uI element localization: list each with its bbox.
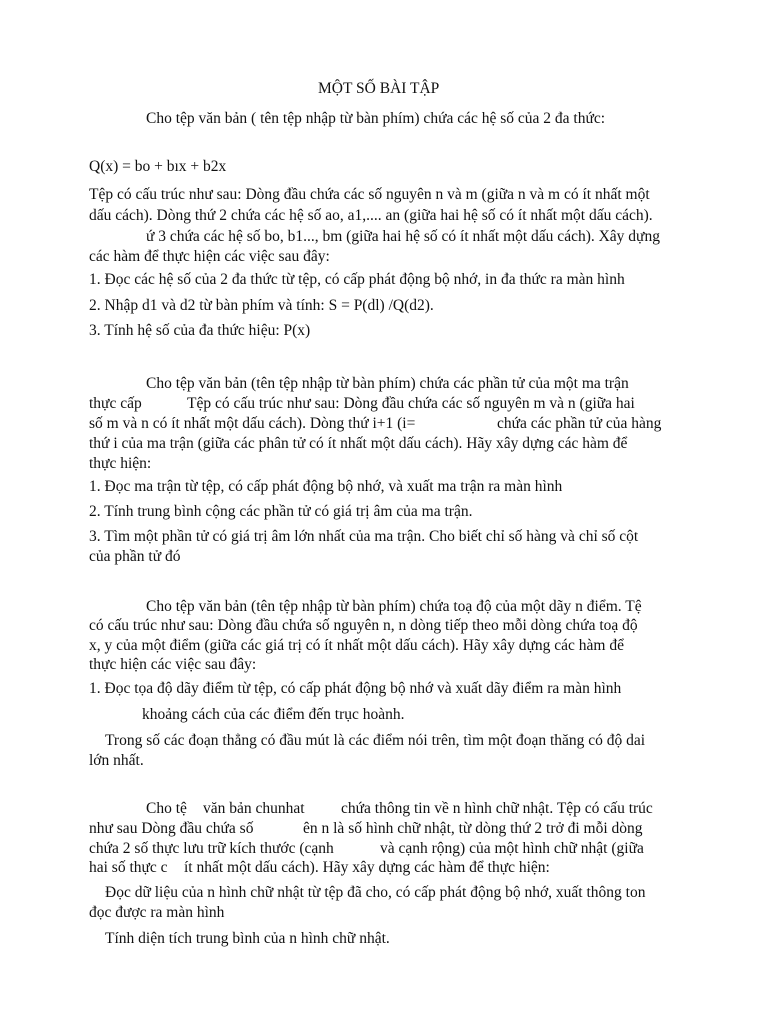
ex1-formula: Q(x) = bo + bıx + b2x <box>89 158 227 175</box>
ex3-task-3: Trong số các đoạn thẳng có đầu mút là các điểm nói trên, tìm một đoạn thăng có độ dai <box>105 732 646 749</box>
ex1-desc-line: Tệp có cấu trúc như sau: Dòng đầu chứa các số nguyên n và m (giữa n và m có ít nhất một <box>89 186 650 203</box>
ex4-task-1: Đọc dữ liệu của n hình chữ nhật từ tệp đã cho, có cấp phát động bộ nhớ, xuất thông ton <box>105 884 646 901</box>
ex4-desc-line-part: Cho tệ <box>146 800 187 817</box>
document-title: MỘT SỐ BÀI TẬP <box>318 80 440 97</box>
ex1-desc-line: ứ 3 chứa các hệ số bo, b1..., bm (giữa hai hệ số có ít nhất một dấu cách). Xây dựng <box>146 228 660 245</box>
ex1-desc-line: dấu cách). Dòng thứ 2 chứa các hệ số ao, a1,.... an (giữa hai hệ số có ít nhất một dấu cách). <box>89 207 653 224</box>
ex4-desc-line-part: như sau Dòng đầu chứa số <box>89 820 254 837</box>
ex2-task-1: 1. Đọc ma trận từ tệp, có cấp phát động bộ nhớ, và xuất ma trận ra màn hình <box>89 478 563 495</box>
ex3-task-1: 1. Đọc tọa độ dãy điểm từ tệp, có cấp phát động bộ nhớ và xuất dãy điểm ra màn hình <box>89 680 622 697</box>
ex1-task-2: 2. Nhập d1 và d2 từ bàn phím và tính: S = P(dl) /Q(d2). <box>89 297 434 314</box>
ex4-task-1-cont: đọc được ra màn hình <box>89 904 225 921</box>
ex2-desc-line-part: số m và n có ít nhất một dấu cách). Dòng thứ i+1 (i= <box>89 415 416 432</box>
ex3-desc-line: Cho tệp văn bản (tên tệp nhập từ bàn phím) chứa toạ độ của một dãy n điểm. Tệ <box>146 598 642 615</box>
ex2-task-3: 3. Tìm một phần tử có giá trị âm lớn nhất của ma trận. Cho biết chỉ số hàng và chỉ số cột <box>89 528 639 545</box>
ex1-desc-line: các hàm để thực hiện các việc sau đây: <box>89 248 330 265</box>
ex2-task-2: 2. Tính trung bình cộng các phần tử có giá trị âm của ma trận. <box>89 503 473 520</box>
ex4-task-2: Tính diện tích trung bình của n hình chữ nhật. <box>105 930 390 947</box>
ex4-desc-line-part: văn bản chunhat <box>203 800 305 817</box>
ex3-desc-line: có cấu trúc như sau: Dòng đầu chứa số nguyên n, n dòng tiếp theo mỗi dòng chứa toạ độ <box>89 617 638 634</box>
ex2-desc-line-part: chứa các phần tử của hàng <box>497 415 662 432</box>
ex4-desc-line-part: ên n là số hình chữ nhật, từ dòng thứ 2 trở đi mỗi dòng <box>303 820 643 837</box>
ex1-task-1: 1. Đọc các hệ số của 2 đa thức từ tệp, có cấp phát động bộ nhớ, in đa thức ra màn hình <box>89 271 625 288</box>
ex2-desc-line: thứ i của ma trận (giữa các phân tử có ít nhất một dấu cách). Hãy xây dựng các hàm để <box>89 435 628 452</box>
ex2-desc-line-part: Tệp có cấu trúc như sau: Dòng đầu chứa các số nguyên m và n (giữa hai <box>187 395 635 412</box>
ex3-task-3-cont: lớn nhất. <box>89 752 144 769</box>
ex1-task-3: 3. Tính hệ số của đa thức hiệu: P(x) <box>89 322 311 339</box>
ex4-desc-line-part: và cạnh rộng) của một hình chữ nhật (giữa <box>380 840 644 857</box>
ex4-desc-line-part: chứa thông tin về n hình chữ nhật. Tệp có cấu trúc <box>341 800 653 817</box>
ex4-desc-line-part: hai số thực c <box>89 859 168 876</box>
ex3-task-2: khoảng cách của các điểm đến trục hoành. <box>142 706 405 723</box>
ex2-desc-line-part: thực cấp <box>89 395 142 412</box>
ex4-desc-line-part: ít nhất một dấu cách). Hãy xây dựng các hàm để thực hiện: <box>184 859 550 876</box>
ex1-intro: Cho tệp văn bản ( tên tệp nhập từ bàn phím) chứa các hệ số của 2 đa thức: <box>146 110 606 127</box>
ex4-desc-line-part: chứa 2 số thực lưu trữ kích thước (cạnh <box>89 840 334 857</box>
ex3-desc-line: thực hiện các việc sau đây: <box>89 656 257 673</box>
ex2-task-3-cont: của phần tử đó <box>89 548 181 565</box>
ex2-desc-line: Cho tệp văn bản (tên tệp nhập từ bàn phím) chứa các phần tử của một ma trận <box>146 375 629 392</box>
ex2-desc-line: thực hiện: <box>89 455 152 472</box>
ex3-desc-line: x, y của một điểm (giữa các giá trị có ít nhất một dấu cách). Hãy xây dựng các hàm để <box>89 637 624 654</box>
